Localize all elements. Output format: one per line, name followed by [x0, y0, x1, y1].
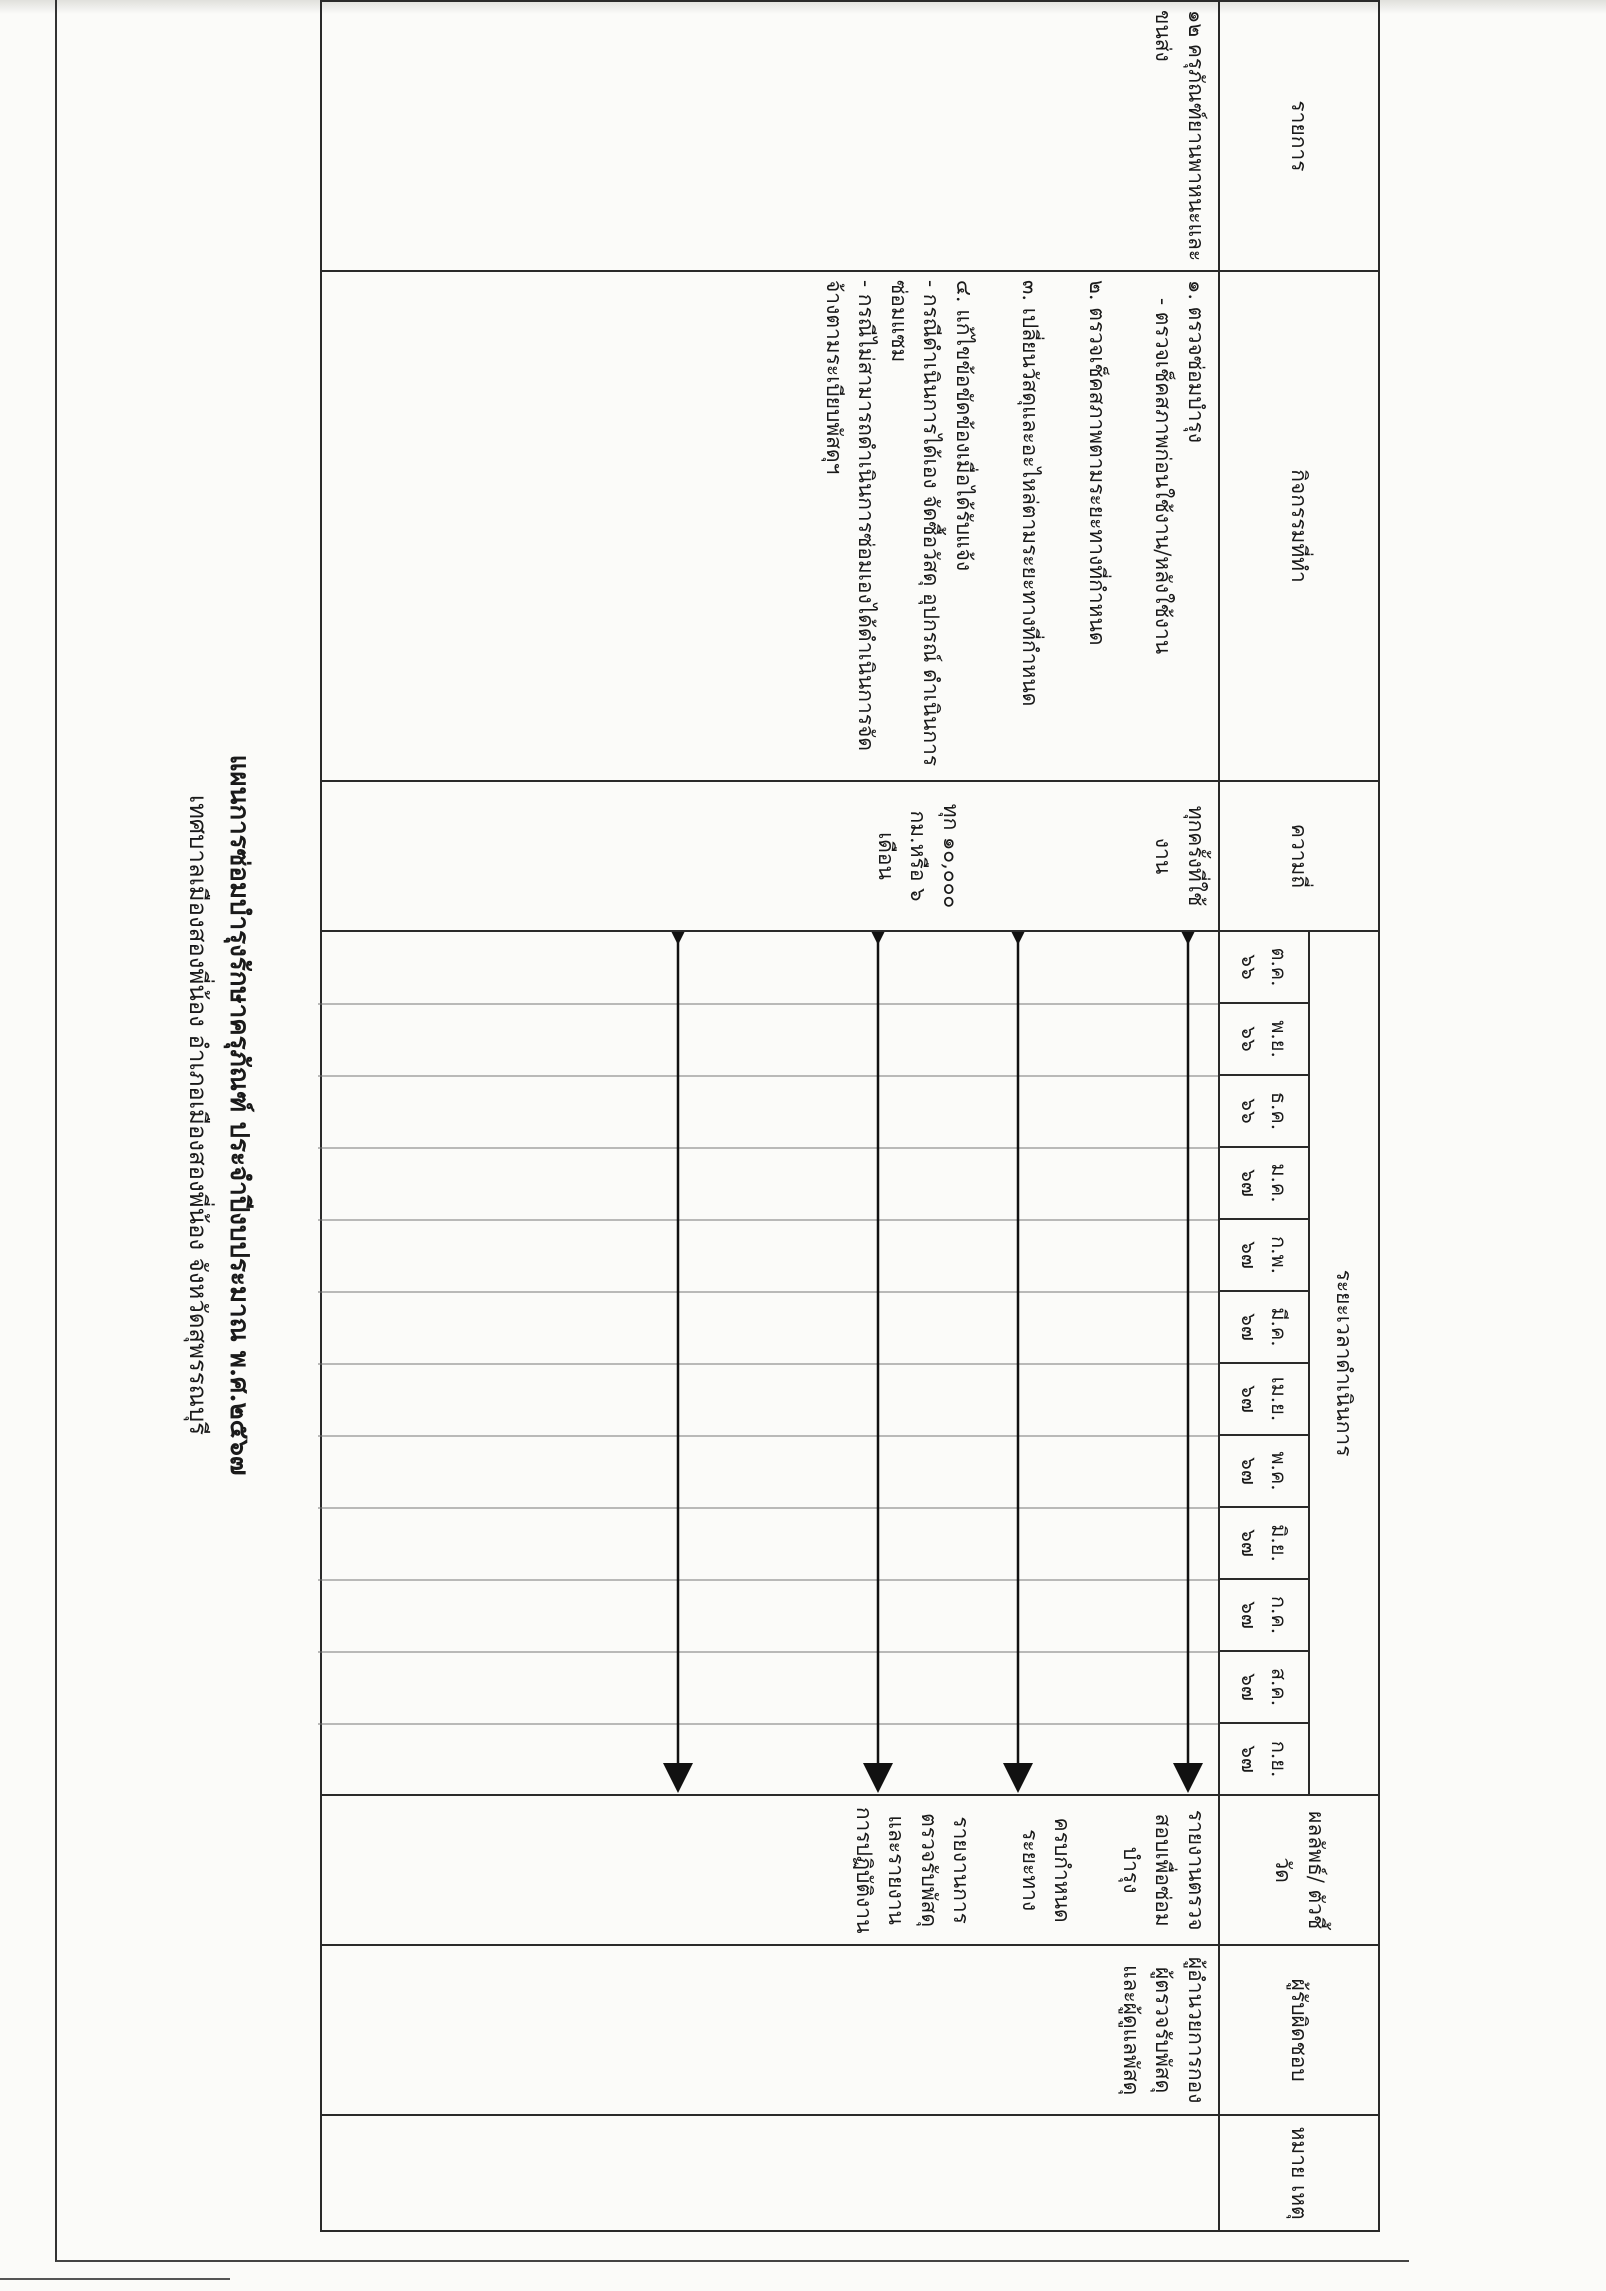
maintenance-plan-table [320, 0, 1380, 2232]
month-header: ก.พ. ๖๗ [1219, 1219, 1309, 1291]
frequency-2: ทุก ๑๐,๐๐๐ กม.หรือ ๖ เดือน [873, 803, 963, 909]
month-header: มี.ค. ๖๗ [1219, 1291, 1309, 1363]
month-header: ส.ค. ๖๗ [1219, 1651, 1309, 1723]
result-3: รายงานการตรวจรับพัสดุและรายงานการปฏิบัติงาน [851, 1806, 974, 1934]
document-subtitle: เทศบาลเมืองสองพี่น้อง อำเภอเมืองสองพี่น้อง จังหวัดสุพรรณบุรี [184, 794, 212, 1436]
month-header: ก.ค. ๖๗ [1219, 1579, 1309, 1651]
activity-4-sub2: - กรณีไม่สามารถดำเนินการซ่อมเองได้ดำเนินการจัดจ้างตามระเบียบพัสดุฯ [821, 280, 879, 751]
document-title: แผนการซ่อมบำรุงรักษาครุภัณฑ์ ประจำปีงบประมาณ พ.ศ.๒๕๖๗ [224, 754, 254, 1476]
activity-1 [1147, 280, 1212, 772]
activity-cell [321, 271, 1219, 781]
timeline-cell [321, 931, 1219, 1795]
header-item: รายการ [1219, 1, 1379, 271]
header-responsible: ผู้รับผิดชอบ [1219, 1945, 1379, 2115]
result-cell [321, 1795, 1219, 1945]
activity-4-main: ๔. แก้ไขข้อขัดข้องเมื่อได้รับแจ้ง [951, 280, 976, 572]
header-frequency: ความถี่ [1219, 781, 1379, 931]
frequency-1: ทุกครั้งที่ใช้งาน [1151, 805, 1208, 907]
result-1: รายงานตรวจสอบเพื่อซ่อมบำรุง [1118, 1809, 1208, 1931]
month-header: พ.ย. ๖๖ [1219, 1003, 1309, 1075]
activity-1-sub: - ตรวจเช็คสภาพก่อนใช้งาน/หลังใช้งาน [1151, 298, 1176, 655]
header-activity: กิจกรรมที่ทำ [1219, 271, 1379, 781]
remark-cell [321, 2115, 1219, 2231]
month-header: ม.ค. ๖๗ [1219, 1147, 1309, 1219]
month-header: เม.ย. ๖๗ [1219, 1363, 1309, 1435]
activity-2: ๒. ตรวจเช็คสภาพตามระยะทางที่กำหนด [1084, 280, 1109, 646]
activity-3: ๓. เปลี่ยนวัสดุและอะไหล่ตามระยะทางที่กำหนด [1018, 280, 1043, 707]
month-header: ต.ค. ๖๖ [1219, 931, 1309, 1003]
month-header: มิ.ย. ๖๗ [1219, 1507, 1309, 1579]
activity-1-main: ๑. ตรวจซ่อมบำรุง [1184, 280, 1208, 444]
responsible-text: ผู้อำนวยการกองผู้ตรวจรับพัสดุและผู้ดูแลพัสดุ [1118, 1956, 1208, 2104]
month-header: พ.ค. ๖๗ [1219, 1435, 1309, 1507]
footnote-rule [0, 2278, 230, 2280]
item-cell: ๑๒ ครุภัณฑ์ยานพาหนะและขนส่ง [321, 1, 1219, 271]
rotated-landscape-sheet [150, 0, 1380, 2230]
title-block [150, 0, 300, 2230]
result-2: ครบกำหนดระยะทาง [1017, 1817, 1075, 1923]
month-header: ธ.ค. ๖๖ [1219, 1075, 1309, 1147]
activity-4-sub: - กรณีดำเนินการได้เอง จัดซื้อวัสดุ อุปกรณ์ ดำเนินการซ่อมแซม [886, 280, 944, 767]
header-result: ผลลัพธ์/ ตัวชี้วัด [1219, 1795, 1379, 1945]
responsible-cell [321, 1945, 1219, 2115]
month-header: ก.ย. ๖๗ [1219, 1723, 1309, 1795]
timeline-arrows [318, 932, 1218, 1796]
header-period: ระยะเวลาดำเนินการ [1309, 931, 1379, 1795]
frequency-cell [321, 781, 1219, 931]
header-remark: หมาย เหตุ [1219, 2115, 1379, 2231]
activity-4 [817, 280, 980, 772]
